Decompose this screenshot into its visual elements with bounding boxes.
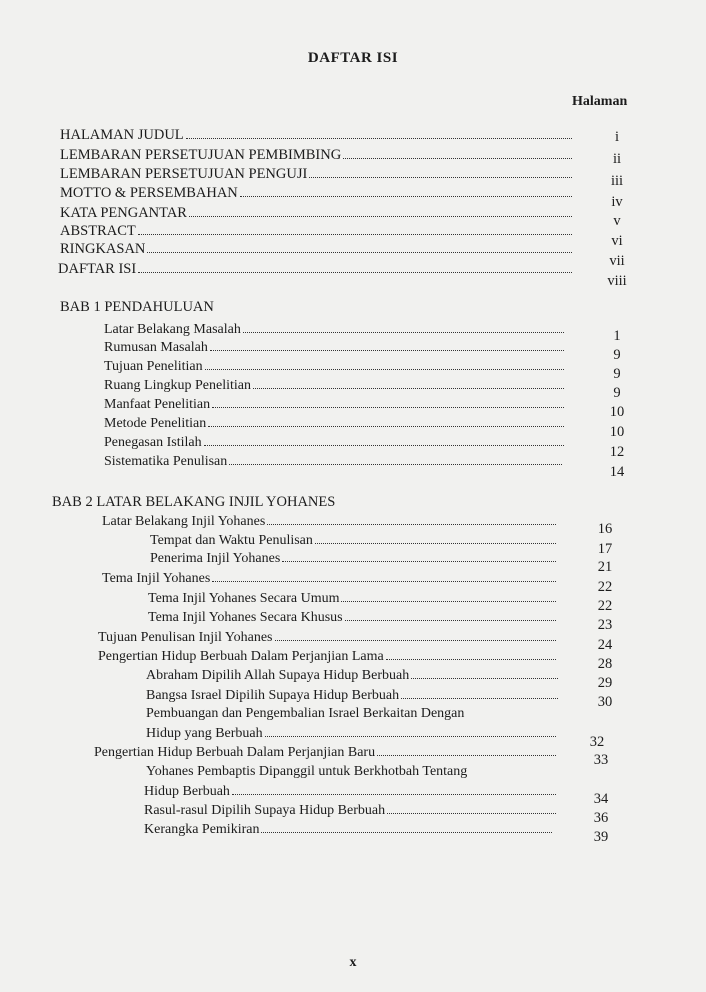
toc-entry-label: KATA PENGANTAR: [60, 205, 187, 221]
leader-dots: [387, 801, 556, 814]
toc-entry-page: 30: [597, 694, 613, 710]
leader-dots: [210, 338, 564, 351]
leader-dots: [386, 647, 556, 660]
toc-entry-page: 1: [613, 328, 621, 344]
toc-entry-label: Tujuan Penelitian: [104, 359, 203, 374]
leader-dots: [315, 531, 556, 544]
leader-dots: [261, 820, 552, 833]
toc-entry: [102, 569, 558, 588]
toc-entry-label-line1: Yohanes Pembaptis Dipanggil untuk Berkhotbah Tentang: [146, 764, 468, 779]
toc-entry-label: MOTTO & PERSEMBAHAN: [60, 185, 238, 201]
toc-entry-page: vii: [609, 253, 625, 269]
toc-entry-label: Rasul-rasul Dipilih Supaya Hidup Berbuah: [144, 803, 386, 818]
toc-entry-label: DAFTAR ISI: [58, 261, 137, 277]
toc-entry: [104, 357, 566, 376]
toc-entry-label: Rumusan Masalah: [104, 340, 208, 355]
toc-entry-label-line1: Pembuangan dan Pengembalian Israel Berkaitan Dengan: [146, 706, 465, 721]
leader-dots: [229, 452, 562, 465]
leader-dots: [138, 260, 572, 273]
toc-entry-label: Penegasan Istilah: [104, 435, 202, 450]
toc-entry: [98, 628, 558, 647]
toc-entry-label: Kerangka Pemikiran: [144, 822, 260, 837]
toc-entry-label: Hidup yang Berbuah: [146, 726, 263, 741]
leader-dots: [345, 608, 556, 621]
leader-dots: [204, 433, 564, 446]
leader-dots: [212, 395, 564, 408]
toc-entry: [104, 433, 566, 452]
toc-entry-page: 39: [593, 829, 609, 845]
leader-dots: [208, 414, 564, 427]
leader-dots: [186, 126, 572, 139]
toc-entry: [60, 240, 574, 258]
toc-entry-page: iii: [610, 173, 624, 189]
chapter-heading: BAB 1 PENDAHULUAN: [60, 299, 214, 315]
toc-entry-page: 21: [597, 559, 613, 575]
toc-entry-page: v: [613, 213, 621, 229]
toc-entry: [144, 801, 558, 820]
toc-entry-label: Pengertian Hidup Berbuah Dalam Perjanjian Lama: [98, 649, 384, 664]
leader-dots: [147, 240, 572, 253]
leader-dots: [189, 204, 572, 217]
toc-entry: [104, 452, 564, 471]
toc-entry: [144, 820, 554, 839]
toc-entry-label: Tempat dan Waktu Penulisan: [150, 533, 313, 548]
toc-entry-label: Abraham Dipilih Allah Supaya Hidup Berbuah: [146, 668, 410, 683]
toc-entry-page: 34: [593, 791, 609, 807]
toc-entry-label: Tujuan Penulisan Injil Yohanes: [98, 630, 273, 645]
toc-entry: [94, 743, 558, 762]
toc-entry-page: 23: [597, 617, 613, 633]
toc-entry: [60, 165, 574, 183]
toc-entry: [144, 782, 558, 801]
toc-entry-page: 33: [593, 752, 609, 768]
toc-entry-page: 10: [609, 424, 625, 440]
leader-dots: [265, 724, 556, 737]
toc-entry-label: Tema Injil Yohanes Secara Umum: [148, 591, 340, 606]
toc-entry: [146, 686, 560, 705]
toc-entry-page: 12: [609, 444, 625, 460]
toc-entry-label: LEMBARAN PERSETUJUAN PEMBIMBING: [60, 147, 342, 163]
toc-entry-label: HALAMAN JUDUL: [60, 127, 184, 143]
toc-entry-page: 32: [589, 734, 605, 750]
leader-dots: [205, 357, 564, 370]
toc-entry-label: LEMBARAN PERSETUJUAN PENGUJI: [60, 166, 308, 182]
leader-dots: [309, 165, 572, 178]
leader-dots: [212, 569, 556, 582]
toc-entry: [104, 320, 566, 339]
toc-entry: [102, 512, 558, 531]
toc-entry-label: Latar Belakang Masalah: [104, 322, 241, 337]
toc-entry: [104, 414, 566, 433]
leader-dots: [232, 782, 556, 795]
leader-dots: [243, 320, 564, 333]
toc-entry-label: ABSTRACT: [60, 223, 136, 239]
toc-entry-label: Sistematika Penulisan: [104, 454, 228, 469]
toc-entry-page: 29: [597, 675, 613, 691]
toc-entry-label: Latar Belakang Injil Yohanes: [102, 514, 266, 529]
toc-entry-page: vi: [611, 233, 623, 249]
leader-dots: [267, 512, 556, 525]
toc-entry-page: 17: [597, 541, 613, 557]
toc-entry: [98, 647, 558, 666]
toc-entry-page: 16: [597, 521, 613, 537]
toc-entry-label: RINGKASAN: [60, 241, 146, 257]
toc-entry: [60, 184, 574, 202]
toc-entry-page: 36: [593, 810, 609, 826]
toc-entry: [60, 222, 574, 240]
toc-entry: [150, 549, 558, 568]
toc-entry: [60, 204, 574, 222]
toc-entry-page: 14: [609, 464, 625, 480]
toc-entry: [60, 146, 574, 164]
toc-entry: [148, 589, 558, 608]
toc-entry: [104, 395, 566, 414]
toc-entry-page: 9: [613, 366, 621, 382]
toc-entry-label: Pengertian Hidup Berbuah Dalam Perjanjian Baru: [94, 745, 376, 760]
toc-entry-page: 10: [609, 404, 625, 420]
toc-entry-page: 24: [597, 637, 613, 653]
leader-dots: [377, 743, 556, 756]
toc-entry-page: i: [614, 129, 620, 145]
toc-entry: [150, 531, 558, 550]
toc-entry-label: Bangsa Israel Dipilih Supaya Hidup Berbuah: [146, 688, 400, 703]
toc-entry-label: Tema Injil Yohanes: [102, 571, 211, 586]
leader-dots: [138, 222, 572, 235]
leader-dots: [240, 184, 572, 197]
toc-entry-page: 9: [613, 347, 621, 363]
toc-entry-label: Ruang Lingkup Penelitian: [104, 378, 251, 393]
toc-entry: [104, 376, 566, 395]
toc-entry-label: Penerima Injil Yohanes: [150, 551, 281, 566]
toc-entry: [146, 724, 558, 743]
toc-entry: [58, 260, 574, 278]
toc-entry-label: Manfaat Penelitian: [104, 397, 211, 412]
leader-dots: [275, 628, 556, 641]
page-number-footer: x: [349, 955, 357, 970]
toc-entry-page: viii: [607, 273, 627, 289]
leader-dots: [401, 686, 558, 699]
toc-entry: [104, 338, 566, 357]
leader-dots: [253, 376, 564, 389]
toc-entry-label: Tema Injil Yohanes Secara Khusus: [148, 610, 343, 625]
toc-entry: [60, 126, 574, 144]
page-title: DAFTAR ISI: [307, 50, 399, 66]
toc-entry-page: 22: [597, 579, 613, 595]
leader-dots: [343, 146, 572, 159]
page-column-header: Halaman: [572, 94, 628, 109]
leader-dots: [341, 589, 556, 602]
toc-entry-page: iv: [611, 194, 623, 210]
toc-entry-label: Metode Penelitian: [104, 416, 207, 431]
toc-entry-label: Hidup Berbuah: [144, 784, 230, 799]
toc-entry-page: 9: [613, 385, 621, 401]
leader-dots: [411, 666, 558, 679]
toc-entry-page: 22: [597, 598, 613, 614]
leader-dots: [282, 549, 556, 562]
toc-entry-page: ii: [612, 151, 622, 167]
toc-entry-page: 28: [597, 656, 613, 672]
toc-entry: [148, 608, 558, 627]
chapter-heading: BAB 2 LATAR BELAKANG INJIL YOHANES: [52, 494, 336, 510]
toc-entry: [146, 666, 560, 685]
